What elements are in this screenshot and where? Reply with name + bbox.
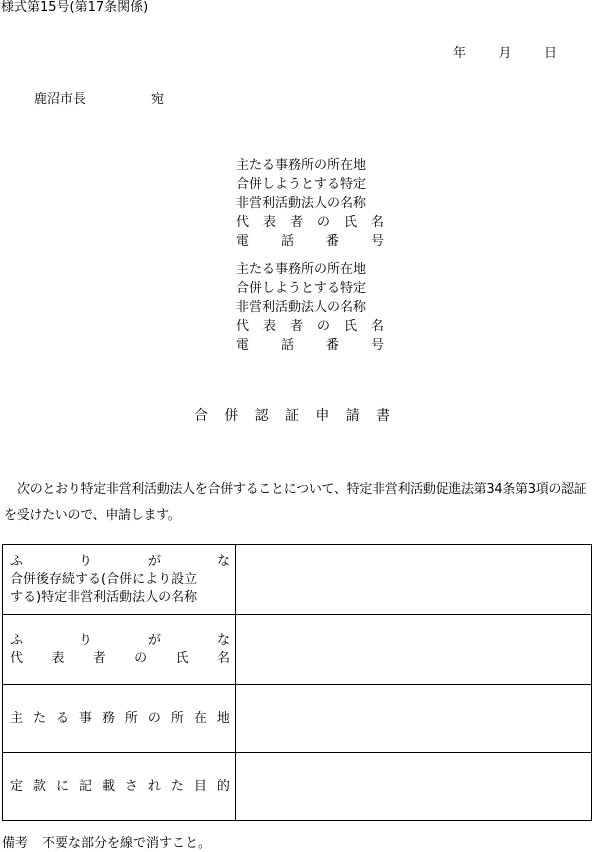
purpose-label-cell [3,753,236,821]
application-table [2,544,592,821]
applicant-merging-label: 合併しようとする特定 [236,177,367,192]
corp-name-label-line: する)特定非営利活動法人の名称 [10,589,198,605]
office-address-label-cell [3,685,236,753]
table-row [3,545,592,615]
applicant-representative-label: 代 表 者 の 氏 名 [236,319,384,334]
purpose-label: 定 款 に 記 載 さ れ た 目 的 [10,778,230,794]
corp-name-input-cell[interactable] [236,545,592,615]
date-year-label: 年 [453,46,467,61]
applicant-address-label: 主たる事務所の所在地 [236,158,367,173]
document-title: 合 併 認 証 申 請 書 [194,408,390,424]
remark-text: 不要な部分を線で消すこと。 [42,836,212,851]
table-row [3,685,592,753]
purpose-input-cell[interactable] [236,753,592,821]
office-address-input-cell[interactable] [236,685,592,753]
applicant-phone-label: 電 話 番 号 [236,234,384,249]
addressee-name: 鹿沼市長 [34,92,87,107]
table-row [3,615,592,685]
applicant-address-label: 主たる事務所の所在地 [236,262,367,277]
corp-name-label-line: 合併後存続する(合併により設立 [10,571,198,587]
applicant-block-2 [236,262,384,357]
table-row [3,753,592,821]
office-address-label: 主 た る 事 務 所 の 所 在 地 [10,710,230,726]
date-line [453,46,557,62]
applicant-phone-label: 電 話 番 号 [236,338,384,353]
addressee-suffix: 宛 [150,92,164,107]
corp-name-label-cell [3,545,236,615]
applicant-corp-name-label: 非営利活動法人の名称 [236,196,367,211]
furigana-label: ふ り が な [10,553,230,569]
furigana-label: ふ り が な [10,632,230,648]
applicant-corp-name-label: 非営利活動法人の名称 [236,300,367,315]
body-text: 次のとおり特定非営利活動法人を合併することについて、特定非営利活動促進法第34条第3項の認証を受けたいので、申請します。 [4,482,587,523]
applicant-representative-label: 代 表 者 の 氏 名 [236,215,384,230]
date-day-label: 日 [543,46,557,61]
date-month-label: 月 [498,46,512,61]
remark [2,836,211,852]
form-code: 様式第15号(第17条関係) [1,0,149,15]
representative-input-cell[interactable] [236,615,592,685]
representative-label-cell [3,615,236,685]
representative-name-label: 代 表 者 の 氏 名 [10,650,230,666]
applicant-merging-label: 合併しようとする特定 [236,281,367,296]
addressee [34,92,164,108]
applicant-block-1 [236,158,384,253]
remark-label: 備考 [2,836,29,851]
